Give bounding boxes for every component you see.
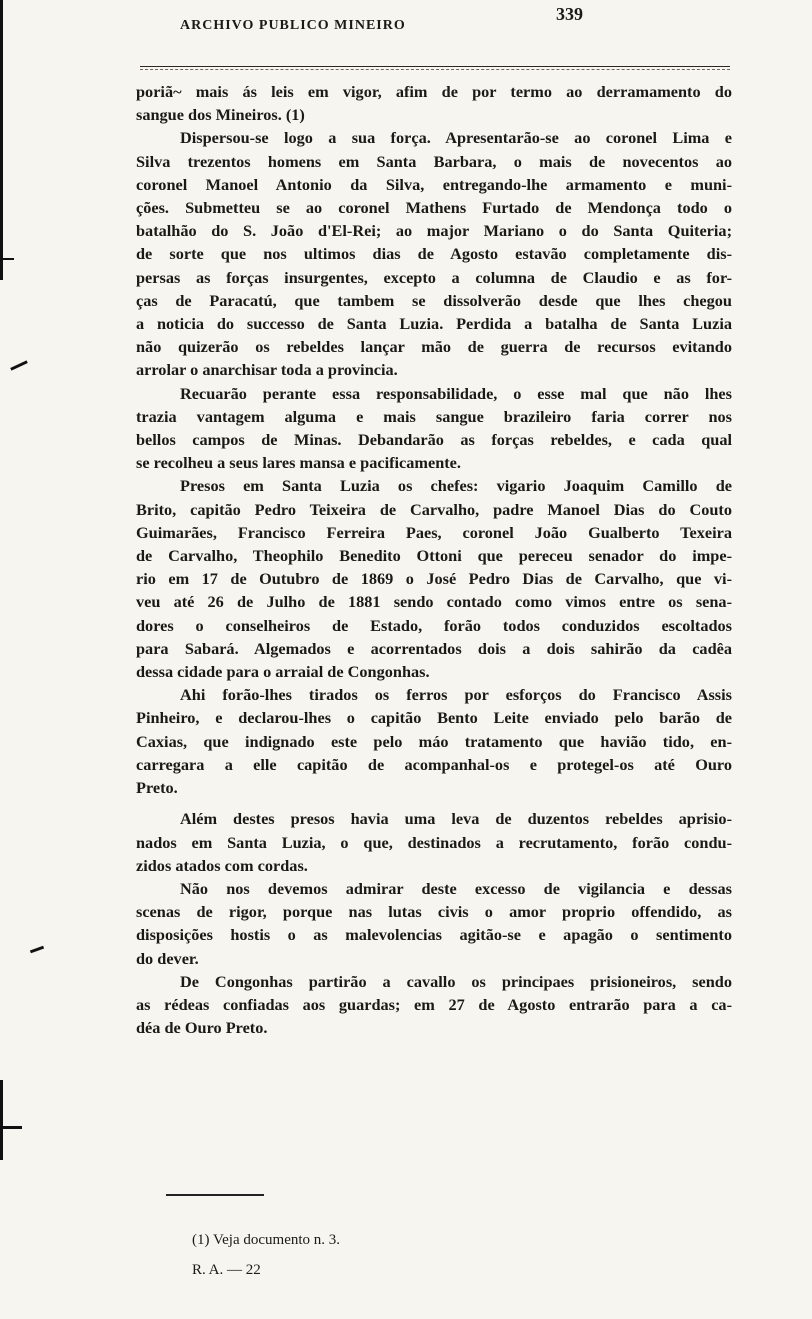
- text-line: nados em Santa Luzia, o que, destinados a recrutamento, forão condu-: [136, 832, 732, 852]
- margin-mark-tick-3: [30, 946, 44, 954]
- paragraph: [136, 382, 732, 475]
- paragraph: [136, 683, 732, 799]
- text-line: sangue dos Mineiros. (1): [136, 105, 305, 125]
- text-line: de Carvalho, Theophilo Benedito Ottoni que pereceu senador do impe-: [136, 546, 732, 566]
- paragraph: [136, 807, 732, 877]
- text-line: as rédeas confiadas aos guardas; em 27 de Agosto entrarão para a ca-: [136, 994, 732, 1014]
- page-number: 339: [556, 4, 583, 24]
- text-line: Presos em Santa Luzia os chefes: vigario Joaquim Camillo de: [180, 476, 732, 496]
- text-line: ções. Submetteu se ao coronel Mathens Furtado de Mendonça todo o: [136, 198, 732, 218]
- text-line: trazia vantagem alguma e mais sangue brazileiro faria correr nos: [136, 406, 732, 426]
- text-line: Pinheiro, e declarou-lhes o capitão Bento Leite enviado pelo barão de: [136, 708, 732, 728]
- text-line: bellos campos de Minas. Debandarão as forças rebeldes, e cada qual: [136, 430, 732, 450]
- text-line: veu até 26 de Julho de 1881 sendo contado como vimos entre os sena-: [136, 592, 732, 612]
- paragraph: [136, 80, 732, 126]
- text-line: carregara a elle capitão de acompanhal-os e protegel-os até Ouro: [136, 754, 732, 774]
- paragraph: [136, 877, 732, 970]
- text-line: de sorte que nos ultimos dias de Agosto estavão completamente dis-: [136, 244, 732, 264]
- text-line: De Congonhas partirão a cavallo os principaes prisioneiros, sendo: [180, 971, 732, 991]
- text-line: Preto.: [136, 778, 178, 798]
- text-line: do dever.: [136, 948, 199, 968]
- text-line: ças de Paracatú, que tambem se dissolverão desde que lhes chegou: [136, 290, 732, 310]
- text-line: Além destes presos havia uma leva de duzentos rebeldes aprisio-: [180, 809, 732, 829]
- text-line: coronel Manoel Antonio da Silva, entregando-lhe armamento e muni-: [136, 174, 732, 194]
- paragraph: [136, 126, 732, 381]
- header-rule: [140, 66, 730, 70]
- text-line: se recolheu a seus lares mansa e pacificamente.: [136, 453, 461, 473]
- text-line: Caxias, que indignado este pelo máo tratamento que havião tido, en-: [136, 731, 732, 751]
- paragraph: [136, 474, 732, 683]
- margin-mark-bottom-left: [0, 1080, 3, 1160]
- text-line: Não nos devemos admirar deste excesso de vigilancia e dessas: [180, 878, 732, 898]
- text-line: Ahi forão-lhes tirados os ferros por esforços do Francisco Assis: [180, 685, 732, 705]
- text-line: Silva trezentos homens em Santa Barbara, o mais de novecentos ao: [136, 151, 732, 171]
- footnote-rule: [166, 1194, 264, 1196]
- text-line: rio em 17 de Outubro de 1869 o José Pedro Dias de Carvalho, que vi-: [136, 569, 732, 589]
- text-line: Guimarães, Francisco Ferreira Paes, coronel João Gualberto Texeira: [136, 522, 732, 542]
- running-title: ARCHIVO PUBLICO MINEIRO: [180, 18, 406, 33]
- text-line: persas as forças insurgentes, excepto a columna de Claudio e as for-: [136, 267, 732, 287]
- text-line: a noticia do successo de Santa Luzia. Perdida a batalha de Santa Luzia: [136, 314, 732, 334]
- text-line: dores o conselheiros de Estado, forão todos conduzidos escoltados: [136, 615, 732, 635]
- margin-mark-tick-4: [0, 1126, 22, 1129]
- text-line: Dispersou-se logo a sua força. Apresentarão-se ao coronel Lima e: [180, 128, 732, 148]
- margin-mark-tick-1: [0, 258, 14, 260]
- text-line: Brito, capitão Pedro Teixeira de Carvalho, padre Manoel Dias do Couto: [136, 499, 732, 519]
- text-line: dessa cidade para o arraial de Congonhas.: [136, 662, 430, 682]
- margin-mark-tick-2: [10, 360, 28, 370]
- footnote: (1) Veja documento n. 3.: [192, 1232, 341, 1248]
- text-line: Recuarão perante essa responsabilidade, o esse mal que não lhes: [180, 383, 732, 403]
- margin-mark-top-left: [0, 0, 3, 280]
- text-line: disposições hostis o as malevolencias agitão-se e apagão o sentimento: [136, 925, 732, 945]
- text-line: déa de Ouro Preto.: [136, 1018, 268, 1038]
- paragraph: [136, 970, 732, 1040]
- signature-mark: R. A. — 22: [192, 1262, 261, 1278]
- text-line: para Sabará. Algemados e acorrentados dois a dois sahirão da cadêa: [136, 638, 732, 658]
- text-line: arrolar o anarchisar toda a provincia.: [136, 360, 398, 380]
- text-line: poriã~ mais ás leis em vigor, afim de por termo ao derramamento do: [136, 82, 732, 101]
- text-line: zidos atados com cordas.: [136, 855, 308, 875]
- text-line: batalhão do S. João d'El-Rei; ao major Mariano o do Santa Quiteria;: [136, 221, 732, 241]
- text-line: scenas de rigor, porque nas lutas civis o amor proprio offendido, as: [136, 902, 732, 922]
- body-text: [136, 80, 732, 1039]
- text-line: não quizerão os rebeldes lançar mão de guerra de recursos evitando: [136, 337, 732, 357]
